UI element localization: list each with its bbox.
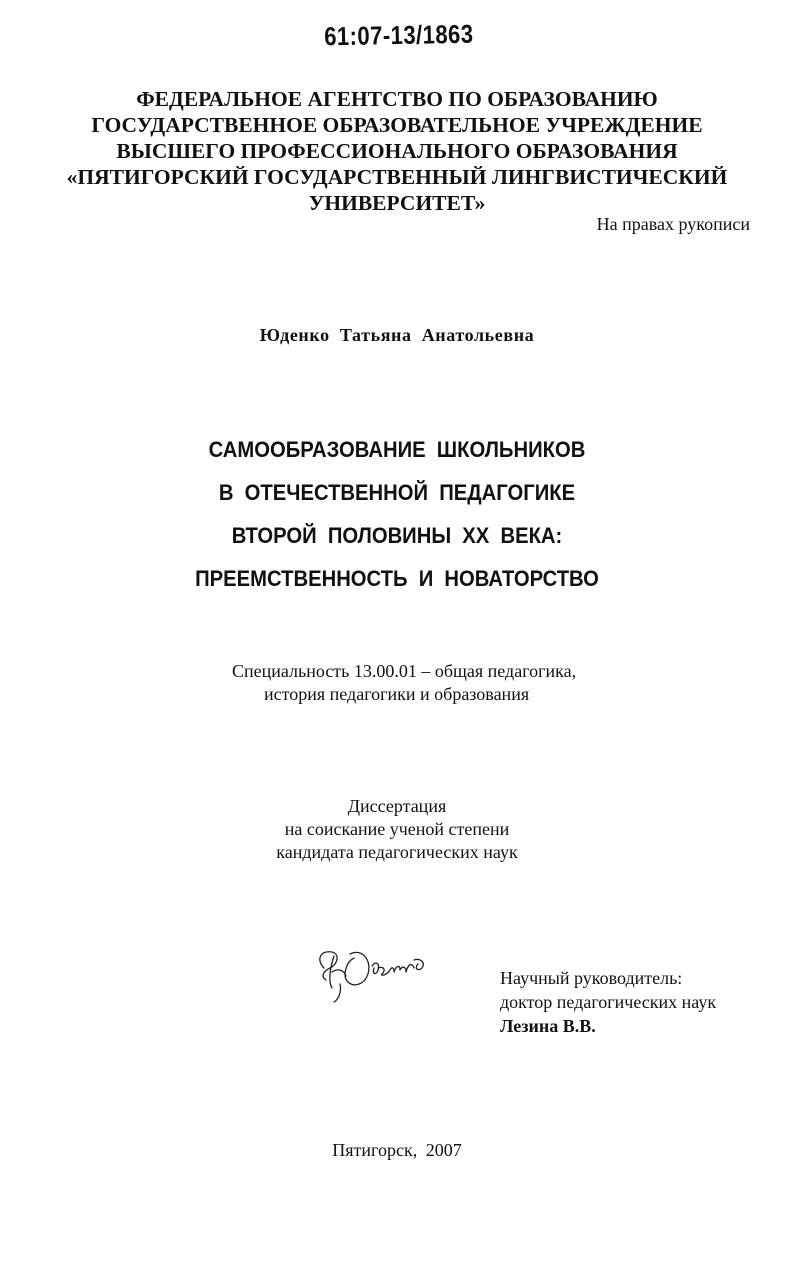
dissertation-title	[0, 428, 794, 600]
place-and-year: Пятигорск, 2007	[332, 1140, 462, 1160]
registry-number: 61:07-13/1863	[324, 18, 474, 52]
organization-line: УНИВЕРСИТЕТ»	[308, 191, 486, 215]
supervisor-name: Лезина В.В.	[500, 1016, 596, 1036]
supervisor-label: Научный руководитель:	[500, 968, 683, 988]
author-name: Юденко Татьяна Анатольевна	[259, 325, 535, 345]
specialty	[232, 660, 576, 706]
organization-header	[0, 86, 794, 216]
title-line: В ОТЕЧЕСТВЕННОЙ ПЕДАГОГИКЕ	[218, 480, 576, 505]
organization-line: «ПЯТИГОРСКИЙ ГОСУДАРСТВЕННЫЙ ЛИНГВИСТИЧЕСКИЙ	[66, 165, 728, 189]
manuscript-note: На правах рукописи	[596, 214, 750, 234]
organization-line: ГОСУДАРСТВЕННОЕ ОБРАЗОВАТЕЛЬНОЕ УЧРЕЖДЕНИЕ	[91, 113, 703, 137]
degree-line: Диссертация	[347, 796, 447, 816]
supervisor-block	[500, 966, 716, 1038]
title-line: ВТОРОЙ ПОЛОВИНЫ XX ВЕКА:	[231, 523, 563, 548]
degree-line: на соискание ученой степени	[284, 819, 510, 839]
organization-line: ФЕДЕРАЛЬНОЕ АГЕНТСТВО ПО ОБРАЗОВАНИЮ	[136, 87, 658, 111]
handwritten-signature	[310, 938, 450, 1008]
degree-statement	[0, 795, 794, 864]
degree-line: кандидата педагогических наук	[276, 842, 518, 862]
organization-line: ВЫСШЕГО ПРОФЕССИОНАЛЬНОГО ОБРАЗОВАНИЯ	[116, 139, 678, 163]
title-line: САМООБРАЗОВАНИЕ ШКОЛЬНИКОВ	[208, 437, 586, 462]
specialty-line: Специальность 13.00.01 – общая педагогика,	[232, 661, 577, 681]
title-line: ПРЕЕМСТВЕННОСТЬ И НОВАТОРСТВО	[195, 566, 599, 591]
specialty-line: история педагогики и образования	[264, 684, 530, 704]
supervisor-degree: доктор педагогических наук	[500, 992, 717, 1012]
